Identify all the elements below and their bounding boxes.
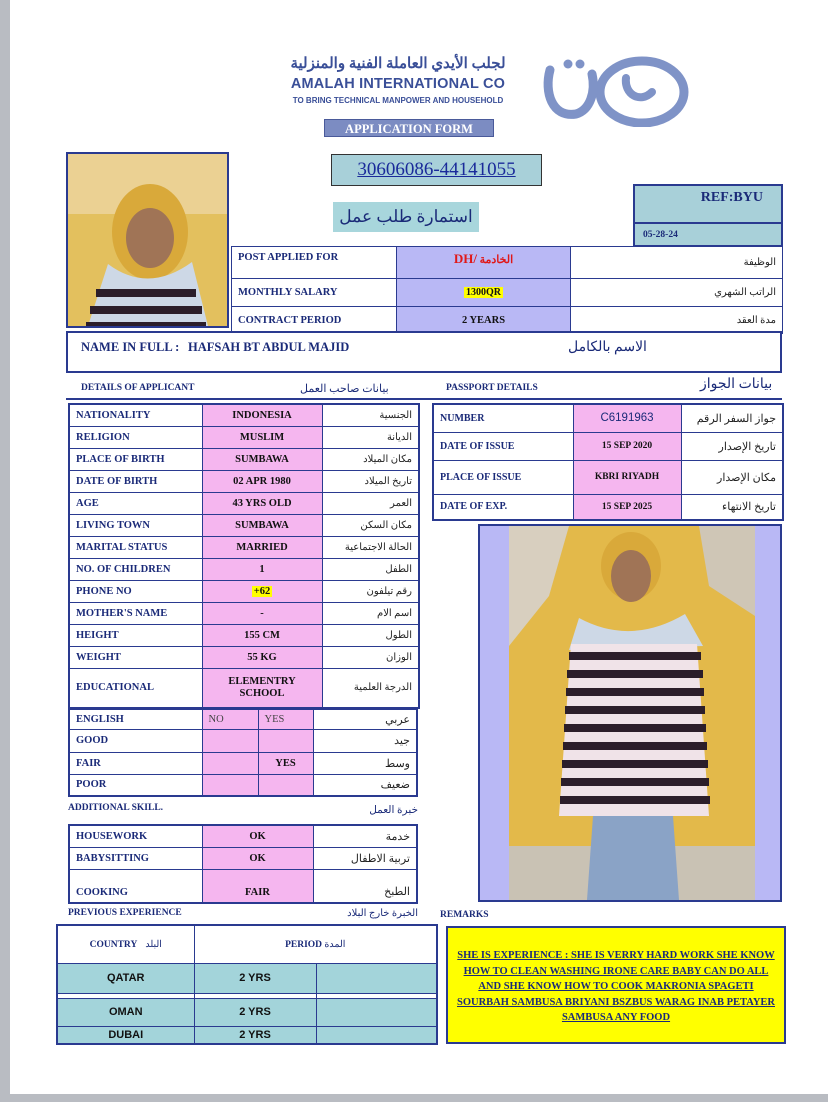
experience-header-row: [57, 925, 437, 963]
applicant-label: LIVING TOWN: [69, 514, 202, 536]
language-no: [202, 774, 258, 796]
language-no: [202, 752, 258, 774]
passport-label: PLACE OF ISSUE: [433, 460, 573, 494]
language-yes: [258, 774, 313, 796]
applicant-label: MARITAL STATUS: [69, 536, 202, 558]
applicant-value: MUSLIM: [202, 426, 322, 448]
skill-value: FAIR: [202, 869, 313, 903]
applicant-arabic: الطفل: [322, 558, 419, 580]
language-arabic: جيد: [313, 729, 417, 752]
applicant-arabic: الحالة الاجتماعية: [322, 536, 419, 558]
language-yes: [258, 729, 313, 752]
language-level: FAIR: [69, 752, 202, 774]
passport-arabic: جواز السفر الرقم: [681, 404, 783, 432]
applicant-arabic: رقم تيلفون: [322, 580, 419, 602]
applicant-value: MARRIED: [202, 536, 322, 558]
applicant-arabic: الوزان: [322, 646, 419, 668]
arabic-form-title-text: استمارة طلب عمل: [339, 207, 473, 226]
company-logo: [540, 52, 690, 127]
passport-label: NUMBER: [433, 404, 573, 432]
experience-country: OMAN: [57, 998, 194, 1026]
skill-value: OK: [202, 825, 313, 847]
language-level: POOR: [69, 774, 202, 796]
full-body-photo: [509, 526, 755, 900]
experience-period: 2 YRS: [194, 998, 316, 1026]
applicant-label: MOTHER'S NAME: [69, 602, 202, 624]
language-no-header: NO: [202, 709, 258, 729]
applicant-arabic: مكان السكن: [322, 514, 419, 536]
language-no: [202, 729, 258, 752]
language-row: [69, 729, 417, 752]
applicant-row: [69, 668, 419, 708]
applicant-label: PLACE OF BIRTH: [69, 448, 202, 470]
skill-label: HOUSEWORK: [69, 825, 202, 847]
applicant-row: [69, 602, 419, 624]
contract-arabic-label: مدة العقد: [571, 307, 783, 334]
previous-experience-arabic: الخبرة خارج البلاد: [347, 908, 418, 919]
passport-row: [433, 432, 783, 460]
applicant-value: 55 KG: [202, 646, 322, 668]
application-form-label: APPLICATION FORM: [324, 119, 494, 137]
experience-row: [57, 1026, 437, 1044]
passport-value: KBRI RIYADH: [573, 460, 681, 494]
applicant-row: [69, 536, 419, 558]
experience-period: 2 YRS: [194, 963, 316, 993]
applicant-value: -: [202, 602, 322, 624]
experience-extra: [316, 1026, 437, 1044]
passport-arabic: تاريخ الانتهاء: [681, 494, 783, 520]
applicant-label: NO. OF CHILDREN: [69, 558, 202, 580]
full-name-value: HAFSAH BT ABDUL MAJID: [188, 340, 350, 354]
full-name-label: NAME IN FULL :: [81, 340, 180, 354]
salary-arabic-label: الراتب الشهري: [571, 279, 783, 307]
applicant-value: 02 APR 1980: [202, 470, 322, 492]
passport-value: 15 SEP 2025: [573, 494, 681, 520]
remarks-box: [446, 926, 786, 1044]
country-header-arabic: البلد: [145, 939, 162, 950]
experience-extra: [316, 998, 437, 1026]
period-header-label: PERIOD: [285, 939, 323, 950]
post-label: POST APPLIED FOR: [232, 247, 397, 279]
language-arabic: وسط: [313, 752, 417, 774]
phone-value: +62: [253, 585, 271, 597]
details-of-applicant-arabic: بيانات صاحب العمل: [300, 383, 389, 395]
language-header-row: [69, 709, 417, 729]
full-name-box: [66, 331, 782, 373]
applicant-arabic: الجنسية: [322, 404, 419, 426]
applicant-value: SUMBAWA: [202, 448, 322, 470]
passport-row: [433, 460, 783, 494]
company-tagline: TO BRING TECHNICAL MANPOWER AND HOUSEHOLD: [292, 96, 504, 105]
full-name-arabic: الاسم بالكامل: [568, 340, 647, 355]
company-arabic-name: لجلب الأيدي العاملة الفنية والمنزلية: [290, 56, 506, 72]
company-name: AMALAH INTERNATIONAL CO: [290, 76, 506, 92]
skill-row: [69, 847, 417, 869]
salary-row: [232, 279, 783, 307]
ref-label: REF:BYU: [700, 190, 763, 205]
applicant-row: [69, 580, 419, 602]
period-header: [194, 925, 437, 963]
language-level: GOOD: [69, 729, 202, 752]
applicant-arabic: تاريخ الميلاد: [322, 470, 419, 492]
reference-code-text: 30606086-44141055: [357, 159, 516, 180]
ref-divider: [635, 222, 781, 224]
applicant-value: 43 YRS OLD: [202, 492, 322, 514]
applicant-value: 155 CM: [202, 624, 322, 646]
applicant-label: DATE OF BIRTH: [69, 470, 202, 492]
applicant-label: HEIGHT: [69, 624, 202, 646]
arabic-form-title: [333, 202, 479, 232]
language-table: [68, 708, 418, 797]
applicant-arabic: مكان الميلاد: [322, 448, 419, 470]
passport-arabic: مكان الإصدار: [681, 460, 783, 494]
salary-value-cell: [397, 279, 571, 307]
language-arabic: عربي: [313, 709, 417, 729]
section-divider: [66, 398, 782, 400]
applicant-arabic: الطول: [322, 624, 419, 646]
passport-value: 15 SEP 2020: [573, 432, 681, 460]
passport-details-label: PASSPORT DETAILS: [446, 383, 538, 393]
applicant-label: WEIGHT: [69, 646, 202, 668]
reference-code: [331, 154, 542, 186]
applicant-row: [69, 646, 419, 668]
experience-row: [57, 963, 437, 993]
additional-skill-label: ADDITIONAL SKILL.: [68, 803, 164, 813]
period-header-arabic: المدة: [324, 939, 346, 950]
applicant-value: ELEMENTRY SCHOOL: [202, 668, 322, 708]
applicant-value-cell: [202, 580, 322, 602]
applicant-row: [69, 624, 419, 646]
language-arabic: ضعيف: [313, 774, 417, 796]
experience-country: QATAR: [57, 963, 194, 993]
skill-value: OK: [202, 847, 313, 869]
skill-row: [69, 869, 417, 903]
skill-arabic: الطبخ: [313, 869, 417, 903]
language-yes: YES: [258, 752, 313, 774]
applicant-label: NATIONALITY: [69, 404, 202, 426]
ref-date: 05-28-24: [643, 230, 678, 240]
ref-box: [633, 184, 783, 247]
skill-label: COOKING: [69, 869, 202, 903]
contract-label: CONTRACT PERIOD: [232, 307, 397, 334]
applicant-arabic: العمر: [322, 492, 419, 514]
skill-arabic: تربية الاطفال: [313, 847, 417, 869]
applicant-label: PHONE NO: [69, 580, 202, 602]
applicant-value: 1: [202, 558, 322, 580]
full-body-photo-frame: [478, 524, 782, 902]
passport-details-table: [432, 403, 784, 521]
contract-row: [232, 307, 783, 334]
applicant-label: EDUCATIONAL: [69, 668, 202, 708]
applicant-row: [69, 514, 419, 536]
salary-label: MONTHLY SALARY: [232, 279, 397, 307]
passport-number: C6191963: [573, 404, 681, 432]
skill-arabic: خدمة: [313, 825, 417, 847]
applicant-row: [69, 448, 419, 470]
applicant-row: [69, 470, 419, 492]
post-value-code: DH/: [453, 251, 477, 266]
post-arabic-label: الوظيفة: [571, 247, 783, 279]
country-header-label: COUNTRY: [89, 939, 137, 950]
previous-experience-label: PREVIOUS EXPERIENCE: [68, 908, 182, 918]
remarks-label: REMARKS: [440, 910, 489, 920]
applicant-value: INDONESIA: [202, 404, 322, 426]
experience-period: 2 YRS: [194, 1026, 316, 1044]
language-label: ENGLISH: [69, 709, 202, 729]
additional-skill-arabic: خبرة العمل: [369, 805, 418, 816]
passport-arabic: تاريخ الإصدار: [681, 432, 783, 460]
applicant-arabic: الديانة: [322, 426, 419, 448]
passport-details-arabic: بيانات الجواز: [700, 377, 773, 392]
post-table: [231, 246, 783, 334]
skill-label: BABYSITTING: [69, 847, 202, 869]
applicant-row: [69, 558, 419, 580]
experience-table: [56, 924, 438, 1045]
applicant-value: SUMBAWA: [202, 514, 322, 536]
details-of-applicant-label: DETAILS OF APPLICANT: [81, 383, 195, 393]
post-row: [232, 247, 783, 279]
contract-value: 2 YEARS: [397, 307, 571, 334]
passport-row: [433, 404, 783, 432]
passport-label: DATE OF EXP.: [433, 494, 573, 520]
applicant-details-table: [68, 403, 420, 709]
applicant-row: [69, 426, 419, 448]
applicant-headshot: [66, 152, 229, 328]
post-value-arabic: الخادمة: [479, 254, 514, 266]
experience-extra: [316, 963, 437, 993]
language-row: [69, 752, 417, 774]
country-header: [57, 925, 194, 963]
language-row: [69, 774, 417, 796]
experience-country: DUBAI: [57, 1026, 194, 1044]
applicant-row: [69, 492, 419, 514]
passport-row: [433, 494, 783, 520]
applicant-arabic: اسم الام: [322, 602, 419, 624]
skill-row: [69, 825, 417, 847]
passport-label: DATE OF ISSUE: [433, 432, 573, 460]
language-yes-header: YES: [258, 709, 313, 729]
skills-table: [68, 824, 418, 904]
applicant-label: AGE: [69, 492, 202, 514]
experience-row: [57, 998, 437, 1026]
salary-value: 1300QR: [466, 287, 501, 298]
applicant-row: [69, 404, 419, 426]
remarks-text: SHE IS EXPERIENCE : SHE IS VERRY HARD WORK SHE KNOW HOW TO CLEAN WASHING IRONE CARE BABY CAN DO ALL AND SHE KNOW HOW TO COOK MAKRONIA SPAGETI SOURBAH SAMBUSA BRIYANI BSZBUS WARAG INAB PETAYER SAMBUSA ANY FOOD: [457, 950, 775, 1023]
applicant-label: RELIGION: [69, 426, 202, 448]
applicant-arabic: الدرجة العلمية: [322, 668, 419, 708]
post-value: [397, 247, 571, 279]
